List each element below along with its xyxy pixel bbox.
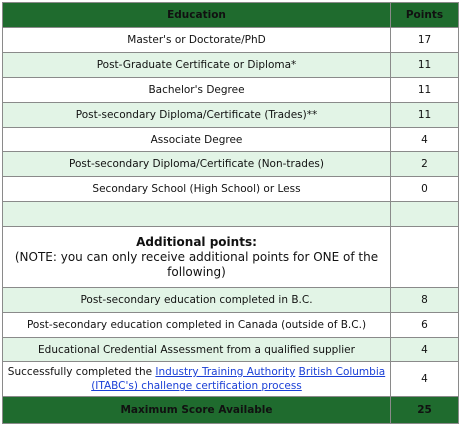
row-label: Secondary School (High School) or Less — [3, 177, 391, 202]
empty-cell — [391, 202, 459, 227]
header-education: Education — [3, 3, 391, 28]
row-points: 11 — [391, 103, 459, 128]
max-score-label: Maximum Score Available — [3, 397, 391, 424]
row-points: 17 — [391, 28, 459, 53]
header-points: Points — [391, 3, 459, 28]
additional-points-note: (NOTE: you can only receive additional points for ONE of the following) — [14, 249, 379, 279]
empty-cell — [3, 202, 391, 227]
itabc-row — [3, 362, 459, 397]
table-row — [3, 128, 459, 152]
row-label: Post-secondary Diploma/Certificate (Trades)** — [3, 103, 391, 128]
empty-cell — [391, 227, 459, 288]
row-label: Master's or Doctorate/PhD — [3, 28, 391, 53]
row-points: 4 — [391, 128, 459, 152]
row-points: 4 — [391, 338, 459, 362]
education-points-table — [2, 2, 459, 424]
row-label: Associate Degree — [3, 128, 391, 152]
row-label: Post-secondary education completed in B.C. — [3, 288, 391, 313]
row-points: 0 — [391, 177, 459, 202]
row-label: Post-secondary Diploma/Certificate (Non-trades) — [3, 152, 391, 177]
row-points: 4 — [391, 362, 459, 397]
max-score-value: 25 — [391, 397, 459, 424]
row-points: 8 — [391, 288, 459, 313]
row-points: 6 — [391, 313, 459, 338]
row-points: 11 — [391, 78, 459, 103]
table-footer-row — [3, 397, 459, 424]
table-header-row — [3, 3, 459, 28]
bc-itabc-link[interactable]: British Columbia (ITABC's) challenge certification process — [91, 366, 386, 392]
table-row — [3, 288, 459, 313]
additional-points-cell — [3, 227, 391, 288]
itabc-prefix: Successfully completed the — [7, 366, 156, 378]
row-label: Bachelor's Degree — [3, 78, 391, 103]
table-row — [3, 338, 459, 362]
additional-points-row — [3, 227, 459, 288]
row-label: Post-Graduate Certificate or Diploma* — [3, 53, 391, 78]
row-label: Educational Credential Assessment from a qualified supplier — [3, 338, 391, 362]
row-points: 2 — [391, 152, 459, 177]
itabc-link[interactable]: Industry Training Authority — [155, 366, 296, 378]
table-row — [3, 177, 459, 202]
table-row — [3, 103, 459, 128]
table-row — [3, 152, 459, 177]
empty-spacer-row — [3, 202, 459, 227]
row-label: Post-secondary education completed in Canada (outside of B.C.) — [3, 313, 391, 338]
table-row — [3, 53, 459, 78]
row-label — [3, 362, 391, 397]
table-row — [3, 313, 459, 338]
additional-points-title: Additional points: — [136, 234, 257, 249]
row-points: 11 — [391, 53, 459, 78]
table-row — [3, 28, 459, 53]
table-row — [3, 78, 459, 103]
